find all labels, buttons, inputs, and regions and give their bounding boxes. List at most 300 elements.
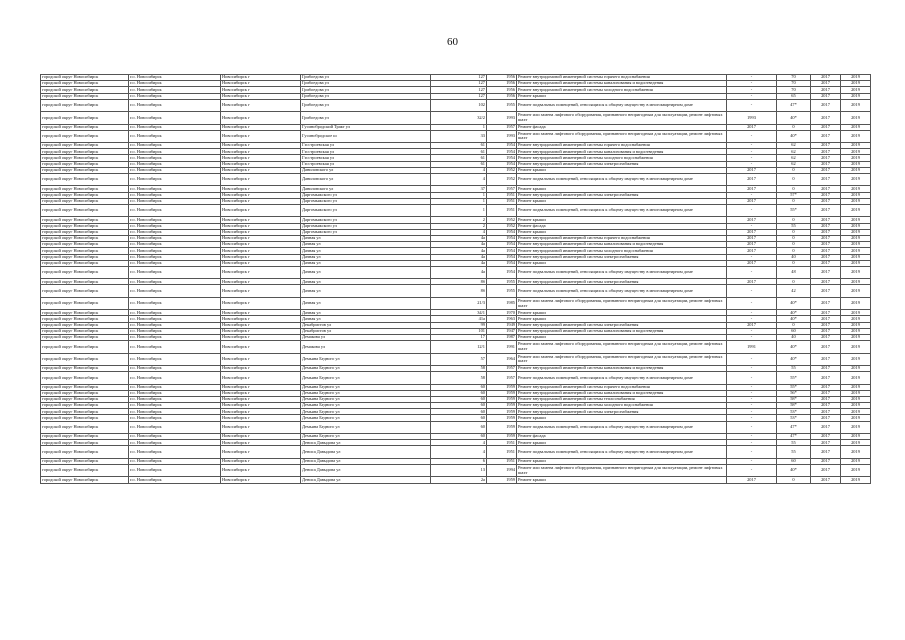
last-repair-cell: - (727, 409, 777, 415)
house-number-cell: 60 (431, 384, 487, 390)
build-year-cell: 1959 (487, 409, 517, 415)
page-number: 60 (447, 36, 458, 48)
municipality-cell: городской округ Новосибирск (41, 446, 129, 458)
settlement-cell: Новосибирск г (221, 174, 301, 186)
plan-end-cell: 2019 (841, 248, 871, 254)
wear-percent-cell: 40* (777, 310, 811, 316)
last-repair-cell: - (727, 434, 777, 440)
build-year-cell: 1959 (487, 421, 517, 433)
plan-end-cell: 2019 (841, 403, 871, 409)
settlement-cell: Новосибирск г (221, 372, 301, 384)
plan-end-cell: 2019 (841, 310, 871, 316)
settlement-cell: Новосибирск г (221, 217, 301, 223)
plan-end-cell: 2019 (841, 81, 871, 87)
settlement-cell: Новосибирск г (221, 446, 301, 458)
wear-percent-cell: 40 (777, 335, 811, 341)
municipality-cell: городской округ Новосибирск (41, 192, 129, 198)
municipality-cell: городской округ Новосибирск (41, 81, 129, 87)
plan-end-cell: 2019 (841, 229, 871, 235)
last-repair-cell: - (727, 93, 777, 99)
settlement-cell: Новосибирск г (221, 143, 301, 149)
plan-end-cell: 2019 (841, 421, 871, 433)
municipality-cell: городской округ Новосибирск (41, 260, 129, 266)
wear-percent-cell: 47* (777, 99, 811, 111)
build-year-cell: 1954 (487, 248, 517, 254)
work-type-cell: Ремонт крыши (517, 260, 727, 266)
plan-start-cell: 2017 (811, 335, 841, 341)
house-number-cell: 8б (431, 279, 487, 285)
last-repair-cell: - (727, 458, 777, 464)
wear-percent-cell: 40* (777, 353, 811, 365)
plan-end-cell: 2019 (841, 93, 871, 99)
district-cell: г.о. Новосибирск (129, 446, 221, 458)
district-cell: г.о. Новосибирск (129, 167, 221, 173)
plan-end-cell: 2019 (841, 112, 871, 124)
table-row (41, 266, 871, 278)
district-cell: г.о. Новосибирск (129, 341, 221, 353)
last-repair-cell: - (727, 396, 777, 402)
plan-start-cell: 2017 (811, 465, 841, 477)
plan-start-cell: 2017 (811, 248, 841, 254)
settlement-cell: Новосибирск г (221, 75, 301, 81)
wear-percent-cell: 55* (777, 372, 811, 384)
build-year-cell: 1954 (487, 235, 517, 241)
house-number-cell: 61 (431, 155, 487, 161)
district-cell: г.о. Новосибирск (129, 174, 221, 186)
plan-end-cell: 2019 (841, 186, 871, 192)
build-year-cell: 1951 (487, 446, 517, 458)
municipality-cell: городской округ Новосибирск (41, 421, 129, 433)
settlement-cell: Новосибирск г (221, 248, 301, 254)
settlement-cell: Новосибирск г (221, 353, 301, 365)
plan-start-cell: 2017 (811, 124, 841, 130)
house-number-cell: 60 (431, 409, 487, 415)
plan-start-cell: 2017 (811, 458, 841, 464)
municipality-cell: городской округ Новосибирск (41, 341, 129, 353)
table-row (41, 465, 871, 477)
build-year-cell: 1959 (487, 384, 517, 390)
last-repair-cell: - (727, 223, 777, 229)
table-row (41, 446, 871, 458)
plan-start-cell: 2017 (811, 235, 841, 241)
settlement-cell: Новосибирск г (221, 365, 301, 371)
last-repair-cell: - (727, 415, 777, 421)
last-repair-cell: - (727, 99, 777, 111)
work-type-cell: Ремонт крыши (517, 186, 727, 192)
district-cell: г.о. Новосибирск (129, 322, 221, 328)
municipality-cell: городской округ Новосибирск (41, 229, 129, 235)
house-number-cell: 60 (431, 403, 487, 409)
district-cell: г.о. Новосибирск (129, 285, 221, 297)
settlement-cell: Новосибирск г (221, 260, 301, 266)
last-repair-cell: - (727, 316, 777, 322)
work-type-cell: Ремонт или замена лифтового оборудования, признанного непригодным для эксплуатации, ремонт лифтовых шахт (517, 112, 727, 124)
street-cell: Демьяна Бедного ул (301, 353, 431, 365)
last-repair-cell: - (727, 353, 777, 365)
plan-start-cell: 2017 (811, 285, 841, 297)
last-repair-cell: - (727, 143, 777, 149)
last-repair-cell: - (727, 161, 777, 167)
municipality-cell: городской округ Новосибирск (41, 87, 129, 93)
wear-percent-cell: 0 (777, 186, 811, 192)
plan-end-cell: 2019 (841, 155, 871, 161)
district-cell: г.о. Новосибирск (129, 458, 221, 464)
house-number-cell: 4а (431, 248, 487, 254)
last-repair-cell: - (727, 390, 777, 396)
street-cell: Дениса Давыдова ул (301, 446, 431, 458)
last-repair-cell: 1993 (727, 112, 777, 124)
settlement-cell: Новосибирск г (221, 242, 301, 248)
municipality-cell: городской округ Новосибирск (41, 99, 129, 111)
wear-percent-cell: 70 (777, 87, 811, 93)
settlement-cell: Новосибирск г (221, 223, 301, 229)
last-repair-cell: - (727, 285, 777, 297)
work-type-cell: Ремонт крыши (517, 198, 727, 204)
municipality-cell: городской округ Новосибирск (41, 242, 129, 248)
last-repair-cell: 2017 (727, 260, 777, 266)
last-repair-cell: - (727, 205, 777, 217)
district-cell: г.о. Новосибирск (129, 477, 221, 483)
last-repair-cell: 1991 (727, 341, 777, 353)
plan-end-cell: 2019 (841, 384, 871, 390)
street-cell: Дачная ул (301, 297, 431, 309)
last-repair-cell: - (727, 328, 777, 334)
municipality-cell: городской округ Новосибирск (41, 186, 129, 192)
work-type-cell: Ремонт внутридомовой инженерной системы холодного водоснабжения (517, 87, 727, 93)
last-repair-cell: - (727, 155, 777, 161)
plan-end-cell: 2019 (841, 440, 871, 446)
street-cell: Демьяна Бедного ул (301, 384, 431, 390)
settlement-cell: Новосибирск г (221, 167, 301, 173)
wear-percent-cell: 40 (777, 254, 811, 260)
municipality-cell: городской округ Новосибирск (41, 440, 129, 446)
work-type-cell: Ремонт внутридомовой инженерной системы канализования и водоотведения (517, 365, 727, 371)
street-cell: Демьяна Бедного ул (301, 365, 431, 371)
district-cell: г.о. Новосибирск (129, 310, 221, 316)
plan-end-cell: 2019 (841, 130, 871, 142)
house-number-cell: 60 (431, 396, 487, 402)
house-number-cell: 58 (431, 372, 487, 384)
build-year-cell: 1952 (487, 174, 517, 186)
work-type-cell: Ремонт внутридомовой инженерной системы электроснабжения (517, 322, 727, 328)
settlement-cell: Новосибирск г (221, 322, 301, 328)
district-cell: г.о. Новосибирск (129, 390, 221, 396)
district-cell: г.о. Новосибирск (129, 223, 221, 229)
street-cell: Демьяна Бедного ул (301, 372, 431, 384)
work-type-cell: Ремонт подвальных помещений, относящихся к общему имуществу в многоквартирном доме (517, 205, 727, 217)
house-number-cell: 60 (431, 434, 487, 440)
plan-end-cell: 2019 (841, 235, 871, 241)
plan-end-cell: 2019 (841, 99, 871, 111)
plan-end-cell: 2019 (841, 223, 871, 229)
work-type-cell: Ремонт крыши (517, 440, 727, 446)
last-repair-cell: 2017 (727, 477, 777, 483)
municipality-cell: городской округ Новосибирск (41, 235, 129, 241)
table-row (41, 477, 871, 483)
build-year-cell: 1954 (487, 161, 517, 167)
house-number-cell: 21/3 (431, 297, 487, 309)
street-cell: Даниловского ул (301, 167, 431, 173)
plan-start-cell: 2017 (811, 403, 841, 409)
plan-start-cell: 2017 (811, 415, 841, 421)
settlement-cell: Новосибирск г (221, 335, 301, 341)
district-cell: г.о. Новосибирск (129, 353, 221, 365)
plan-end-cell: 2019 (841, 217, 871, 223)
district-cell: г.о. Новосибирск (129, 440, 221, 446)
municipality-cell: городской округ Новосибирск (41, 384, 129, 390)
wear-percent-cell: 58* (777, 403, 811, 409)
plan-end-cell: 2019 (841, 260, 871, 266)
settlement-cell: Новосибирск г (221, 396, 301, 402)
street-cell: Демьяна Бедного ул (301, 396, 431, 402)
last-repair-cell: - (727, 446, 777, 458)
plan-start-cell: 2017 (811, 353, 841, 365)
wear-percent-cell: 62 (777, 155, 811, 161)
municipality-cell: городской округ Новосибирск (41, 223, 129, 229)
house-number-cell: 57 (431, 353, 487, 365)
street-cell: Дениса Давыдова ул (301, 440, 431, 446)
build-year-cell: 1954 (487, 143, 517, 149)
settlement-cell: Новосибирск г (221, 415, 301, 421)
district-cell: г.о. Новосибирск (129, 409, 221, 415)
settlement-cell: Новосибирск г (221, 310, 301, 316)
plan-end-cell: 2019 (841, 266, 871, 278)
house-number-cell: 61 (431, 143, 487, 149)
district-cell: г.о. Новосибирск (129, 335, 221, 341)
district-cell: г.о. Новосибирск (129, 112, 221, 124)
build-year-cell: 1955 (487, 279, 517, 285)
house-number-cell: 13 (431, 465, 487, 477)
plan-end-cell: 2019 (841, 335, 871, 341)
plan-end-cell: 2019 (841, 279, 871, 285)
work-type-cell: Ремонт подвальных помещений, относящихся к общему имуществу в многоквартирном доме (517, 446, 727, 458)
build-year-cell: 1987 (487, 335, 517, 341)
build-year-cell: 1954 (487, 155, 517, 161)
district-cell: г.о. Новосибирск (129, 279, 221, 285)
plan-end-cell: 2019 (841, 328, 871, 334)
street-cell: Грибоедова ул (301, 99, 431, 111)
plan-start-cell: 2017 (811, 223, 841, 229)
municipality-cell: городской округ Новосибирск (41, 155, 129, 161)
build-year-cell: 1957 (487, 124, 517, 130)
street-cell: Дениса Давыдова ул (301, 465, 431, 477)
plan-end-cell: 2019 (841, 192, 871, 198)
plan-end-cell: 2019 (841, 242, 871, 248)
build-year-cell: 1959 (487, 477, 517, 483)
build-year-cell: 1959 (487, 415, 517, 421)
plan-start-cell: 2017 (811, 421, 841, 433)
district-cell: г.о. Новосибирск (129, 192, 221, 198)
build-year-cell: 1956 (487, 81, 517, 87)
municipality-cell: городской округ Новосибирск (41, 285, 129, 297)
street-cell: Гэсстроевская ул (301, 149, 431, 155)
municipality-cell: городской округ Новосибирск (41, 409, 129, 415)
street-cell: Декабристов ул (301, 322, 431, 328)
build-year-cell: 1951 (487, 192, 517, 198)
settlement-cell: Новосибирск г (221, 316, 301, 322)
build-year-cell: 1964 (487, 353, 517, 365)
work-type-cell: Ремонт или замена лифтового оборудования, признанного непригодным для эксплуатации, ремонт лифтовых шахт (517, 130, 727, 142)
municipality-cell: городской округ Новосибирск (41, 266, 129, 278)
municipality-cell: городской округ Новосибирск (41, 279, 129, 285)
wear-percent-cell: 40* (777, 130, 811, 142)
plan-start-cell: 2017 (811, 254, 841, 260)
work-type-cell: Ремонт или замена лифтового оборудования, признанного непригодным для эксплуатации, ремонт лифтовых шахт (517, 341, 727, 353)
build-year-cell: 1991 (487, 341, 517, 353)
street-cell: Демьяна Бедного ул (301, 421, 431, 433)
settlement-cell: Новосибирск г (221, 328, 301, 334)
street-cell: Дачная ул (301, 254, 431, 260)
district-cell: г.о. Новосибирск (129, 229, 221, 235)
municipality-cell: городской округ Новосибирск (41, 124, 129, 130)
municipality-cell: городской округ Новосибирск (41, 322, 129, 328)
district-cell: г.о. Новосибирск (129, 124, 221, 130)
municipality-cell: городской округ Новосибирск (41, 254, 129, 260)
work-type-cell: Ремонт крыши (517, 458, 727, 464)
build-year-cell: 1956 (487, 75, 517, 81)
street-cell: Гэсстроевская ул (301, 161, 431, 167)
district-cell: г.о. Новосибирск (129, 217, 221, 223)
settlement-cell: Новосибирск г (221, 235, 301, 241)
table-row (41, 421, 871, 433)
table-row (41, 285, 871, 297)
work-type-cell: Ремонт фасада (517, 124, 727, 130)
plan-start-cell: 2017 (811, 198, 841, 204)
municipality-cell: городской округ Новосибирск (41, 434, 129, 440)
last-repair-cell: 2017 (727, 198, 777, 204)
house-number-cell: 4а (431, 242, 487, 248)
plan-start-cell: 2017 (811, 310, 841, 316)
street-cell: Даргомыжского ул (301, 217, 431, 223)
wear-percent-cell: 0 (777, 229, 811, 235)
table-row (41, 353, 871, 365)
street-cell: Дачная ул (301, 316, 431, 322)
work-type-cell: Ремонт подвальных помещений, относящихся к общему имуществу в многоквартирном доме (517, 266, 727, 278)
last-repair-cell: - (727, 465, 777, 477)
municipality-cell: городской округ Новосибирск (41, 335, 129, 341)
work-type-cell: Ремонт крыши (517, 217, 727, 223)
street-cell: Гэсстроевская ул (301, 155, 431, 161)
district-cell: г.о. Новосибирск (129, 198, 221, 204)
wear-percent-cell: 47* (777, 434, 811, 440)
house-number-cell: 8б (431, 285, 487, 297)
work-type-cell: Ремонт крыши (517, 316, 727, 322)
house-number-cell: 1 (431, 198, 487, 204)
plan-start-cell: 2017 (811, 396, 841, 402)
house-number-cell: 60 (431, 421, 487, 433)
street-cell: Дениса Давыдова ул (301, 458, 431, 464)
wear-percent-cell: 0 (777, 248, 811, 254)
last-repair-cell: - (727, 440, 777, 446)
house-number-cell: 1 (431, 192, 487, 198)
build-year-cell: 1952 (487, 217, 517, 223)
plan-start-cell: 2017 (811, 143, 841, 149)
work-type-cell: Ремонт внутридомовой инженерной системы канализования и водоотведения (517, 328, 727, 334)
plan-start-cell: 2017 (811, 167, 841, 173)
plan-end-cell: 2019 (841, 446, 871, 458)
house-number-cell: 12/1 (431, 341, 487, 353)
plan-end-cell: 2019 (841, 341, 871, 353)
work-type-cell: Ремонт подвальных помещений, относящихся к общему имуществу в многоквартирном доме (517, 285, 727, 297)
build-year-cell: 1970 (487, 310, 517, 316)
house-number-cell: 2а (431, 477, 487, 483)
house-number-cell: 99 (431, 322, 487, 328)
plan-start-cell: 2017 (811, 328, 841, 334)
district-cell: г.о. Новосибирск (129, 248, 221, 254)
district-cell: г.о. Новосибирск (129, 297, 221, 309)
build-year-cell: 1955 (487, 99, 517, 111)
capital-repair-table (40, 74, 871, 484)
house-number-cell: 58 (431, 365, 487, 371)
street-cell: Даргомыжского ул (301, 192, 431, 198)
wear-percent-cell: 62 (777, 161, 811, 167)
district-cell: г.о. Новосибирск (129, 328, 221, 334)
house-number-cell: 61 (431, 149, 487, 155)
work-type-cell: Ремонт подвальных помещений, относящихся к общему имуществу в многоквартирном доме (517, 421, 727, 433)
work-type-cell: Ремонт внутридомовой инженерной системы горячего водоснабжения (517, 235, 727, 241)
work-type-cell: Ремонт фасада (517, 434, 727, 440)
plan-start-cell: 2017 (811, 440, 841, 446)
table-row (41, 297, 871, 309)
last-repair-cell: - (727, 87, 777, 93)
plan-start-cell: 2017 (811, 260, 841, 266)
last-repair-cell: - (727, 403, 777, 409)
work-type-cell: Ремонт подвальных помещений, относящихся к общему имуществу в многоквартирном доме (517, 174, 727, 186)
last-repair-cell: 2017 (727, 124, 777, 130)
house-number-cell: 127 (431, 93, 487, 99)
house-number-cell: 17 (431, 335, 487, 341)
build-year-cell: 1994 (487, 465, 517, 477)
table-row (41, 372, 871, 384)
table-row (41, 130, 871, 142)
settlement-cell: Новосибирск г (221, 161, 301, 167)
work-type-cell: Ремонт внутридомовой инженерной системы канализования и водоотведения (517, 149, 727, 155)
street-cell: Грибоедова ул (301, 112, 431, 124)
settlement-cell: Новосибирск г (221, 403, 301, 409)
settlement-cell: Новосибирск г (221, 440, 301, 446)
settlement-cell: Новосибирск г (221, 155, 301, 161)
last-repair-cell: - (727, 266, 777, 278)
wear-percent-cell: 0 (777, 198, 811, 204)
plan-start-cell: 2017 (811, 75, 841, 81)
street-cell: Гусинобродское ш (301, 130, 431, 142)
plan-start-cell: 2017 (811, 161, 841, 167)
work-type-cell: Ремонт внутридомовой инженерной системы холодного водоснабжения (517, 403, 727, 409)
municipality-cell: городской округ Новосибирск (41, 112, 129, 124)
plan-end-cell: 2019 (841, 75, 871, 81)
municipality-cell: городской округ Новосибирск (41, 75, 129, 81)
plan-end-cell: 2019 (841, 322, 871, 328)
wear-percent-cell: 48 (777, 266, 811, 278)
last-repair-cell: 2017 (727, 235, 777, 241)
plan-end-cell: 2019 (841, 458, 871, 464)
municipality-cell: городской округ Новосибирск (41, 205, 129, 217)
last-repair-cell: - (727, 130, 777, 142)
plan-start-cell: 2017 (811, 390, 841, 396)
plan-end-cell: 2019 (841, 409, 871, 415)
plan-end-cell: 2019 (841, 477, 871, 483)
wear-percent-cell: 62 (777, 149, 811, 155)
municipality-cell: городской округ Новосибирск (41, 130, 129, 142)
street-cell: Даргомыжского ул (301, 198, 431, 204)
build-year-cell: 1993 (487, 130, 517, 142)
street-cell: Дачная ул (301, 266, 431, 278)
plan-start-cell: 2017 (811, 297, 841, 309)
plan-start-cell: 2017 (811, 229, 841, 235)
build-year-cell: 1959 (487, 390, 517, 396)
work-type-cell: Ремонт внутридомовой инженерной системы электроснабжения (517, 192, 727, 198)
settlement-cell: Новосибирск г (221, 341, 301, 353)
